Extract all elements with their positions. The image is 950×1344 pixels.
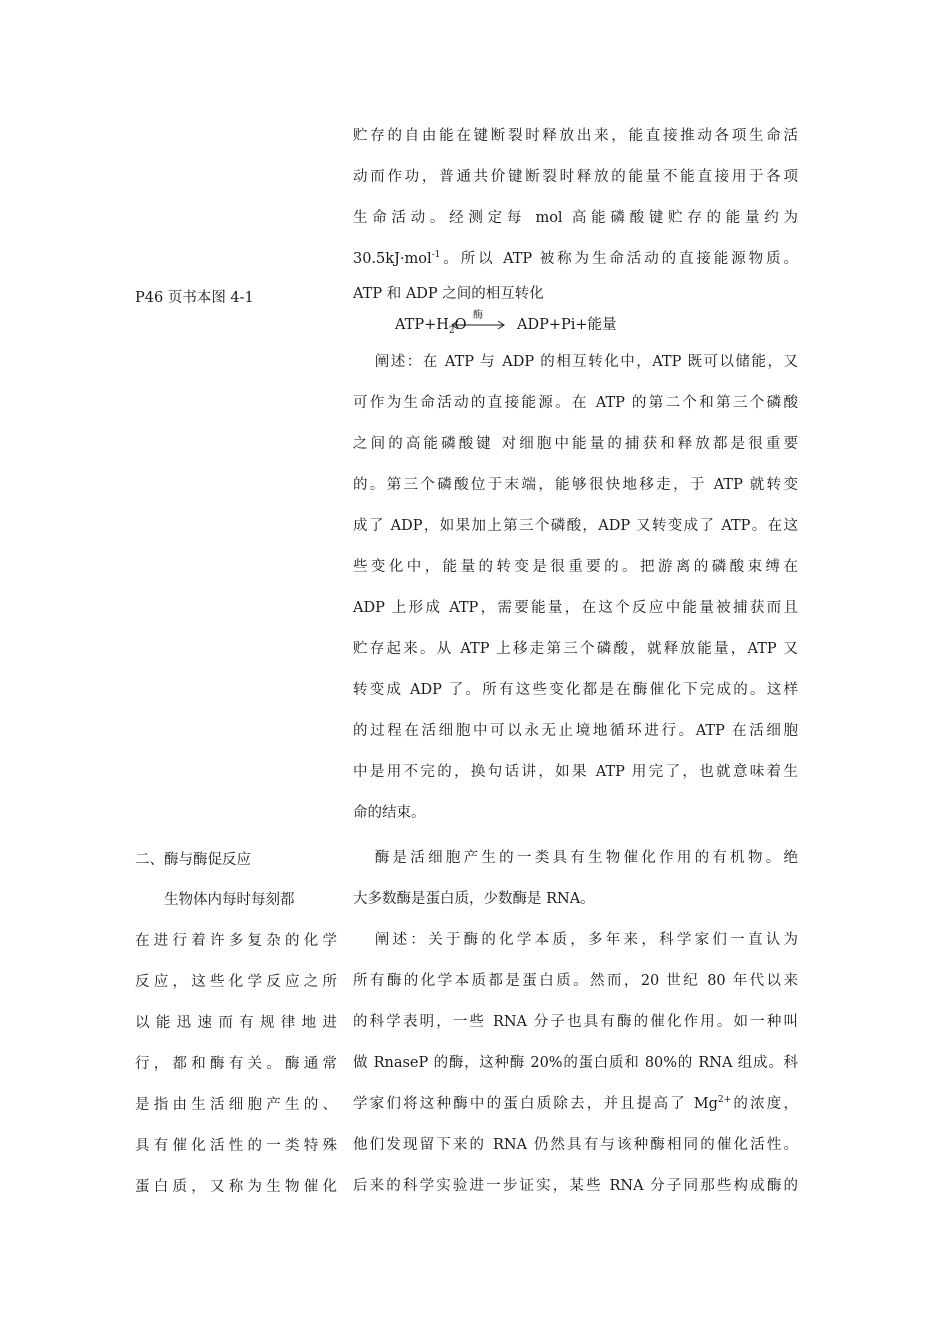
text-line: 命的结束。 — [353, 805, 426, 821]
paragraph-line: 行，都和酶有关。酶通常 — [135, 1056, 337, 1072]
energy-line — [353, 239, 798, 280]
text-line: 后来的科学实验进一步证实，某些 RNA 分子同那些构成酶的 — [353, 1178, 798, 1194]
text-line: 动而作功，普通共价键断裂时释放的能量不能直接用于各项 — [353, 169, 798, 185]
enzyme-definition: 大多数酶是蛋白质，少数酶是 RNA。 — [353, 891, 595, 907]
text-line: 的过程在活细胞中可以永无止境地循环进行。ATP 在活细胞 — [353, 723, 798, 739]
text-line: 贮存的自由能在键断裂时释放出来，能直接推动各项生命活 — [353, 128, 798, 144]
text-line: 的。第三个磷酸位于末端，能够很快地移走，于 ATP 就转变 — [353, 477, 798, 493]
paragraph-line: 反应，这些化学反应之所 — [135, 974, 337, 990]
paragraph-line: 具有催化活性的一类特殊 — [135, 1138, 337, 1154]
figure-reference: P46 页书本图 4-1 — [135, 290, 254, 306]
enzyme-label: 酶 — [473, 310, 483, 321]
energy-value: 30.5kJ·mol — [353, 251, 432, 267]
paragraph-line: 生物体内每时每刻都 — [164, 892, 295, 908]
energy-sentence: 。所以 ATP 被称为生命活动的直接能源物质。 — [440, 251, 798, 267]
text-line: ADP 上形成 ATP，需要能量，在这个反应中能量被捕获而且 — [353, 600, 798, 616]
text-line: 中是用不完的，换句话讲，如果 ATP 用完了，也就意味着生 — [353, 764, 798, 780]
equation-products: ADP+Pi+能量 — [517, 317, 617, 333]
figure-title: ATP 和 ADP 之间的相互转化 — [353, 286, 544, 302]
mg-line — [353, 1084, 798, 1125]
text-line: 他们发现留下来的 RNA 仍然具有与该种酶相同的催化活性。 — [353, 1137, 798, 1153]
atp-adp-equation — [353, 308, 798, 342]
text-line: 转变成 ADP 了。所有这些变化都是在酶催化下完成的。这样 — [353, 682, 798, 698]
text-line: 些变化中，能量的转变是很重要的。把游离的磷酸束缚在 — [353, 559, 798, 575]
text-line: 做 RnaseP 的酶，这种酶 20%的蛋白质和 80%的 RNA 组成。科 — [353, 1055, 798, 1071]
left-paragraph — [135, 880, 337, 1208]
paragraph-line: 在进行着许多复杂的化学 — [135, 933, 337, 949]
mg-charge: 2+ — [717, 1095, 732, 1106]
text-line: 可作为生命活动的直接能源。在 ATP 的第二个和第三个磷酸 — [353, 395, 798, 411]
text-line: 所有酶的化学本质都是蛋白质。然而，20 世纪 80 年代以来 — [353, 973, 798, 989]
equation-reactants: $ATP+H_2O$ — [395, 317, 467, 336]
text-line: 成了 ADP，如果加上第三个磷酸，ADP 又转变成了 ATP。在这 — [353, 518, 798, 534]
mg-tail: 的浓度， — [731, 1096, 798, 1112]
reversible-arrow-icon — [449, 312, 507, 332]
text-line: 阐述：关于酶的化学本质，多年来，科学家们一直认为 — [374, 932, 798, 948]
text-line: 生命活动。经测定每 mol 高能磷酸键贮存的能量约为 — [353, 210, 798, 226]
paragraph-line: 蛋白质，又称为生物催化 — [135, 1179, 337, 1195]
text-line: 之间的高能磷酸键 对细胞中能量的捕获和释放都是很重要 — [353, 436, 798, 452]
mg-text: 学家们将这种酶中的蛋白质除去，并且提高了 Mg — [353, 1096, 718, 1112]
paragraph-line: 以能迅速而有规律地进 — [135, 1015, 337, 1031]
paragraph-line: 是指由生活细胞产生的、 — [135, 1097, 337, 1113]
enzyme-definition: 酶是活细胞产生的一类具有生物催化作用的有机物。绝 — [374, 850, 798, 866]
text-line: 的科学表明，一些 RNA 分子也具有酶的催化作用。如一种叫 — [353, 1014, 798, 1030]
energy-unit-exponent: -1 — [431, 250, 441, 261]
text-line: 贮存起来。从 ATP 上移走第三个磷酸，就释放能量，ATP 又 — [353, 641, 798, 657]
section-heading: 二、酶与酶促反应 — [135, 852, 251, 868]
right-column — [353, 116, 798, 1207]
text-line: 阐述：在 ATP 与 ADP 的相互转化中，ATP 既可以储能，又 — [374, 354, 798, 370]
